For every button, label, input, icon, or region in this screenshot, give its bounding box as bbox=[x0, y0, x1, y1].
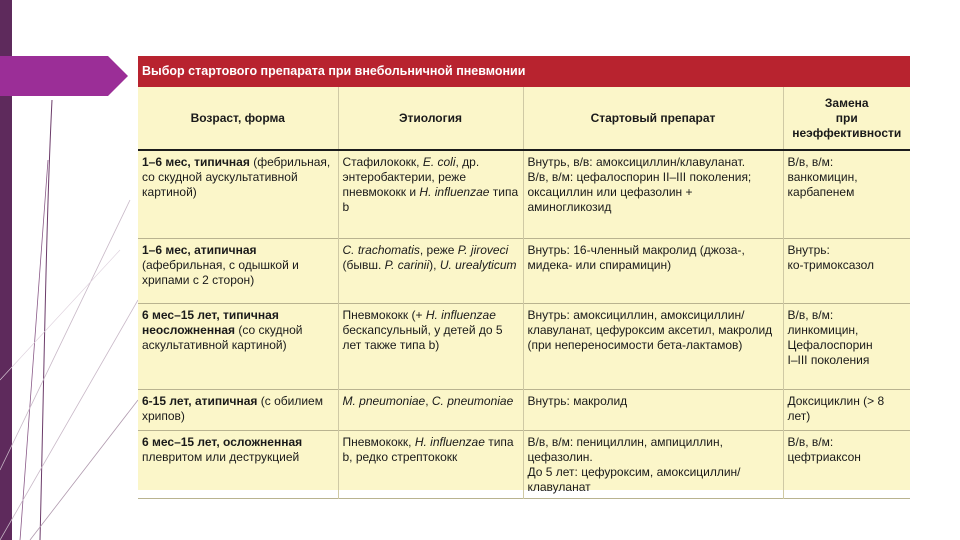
accent-arrow-tab bbox=[0, 56, 128, 96]
etiology-text: , др. энтеробактерии, реже пневмококк и bbox=[342, 155, 480, 199]
start-drug-line: В/в, в/м: пенициллин, ампициллин, цефазолин. bbox=[527, 435, 723, 464]
table-row bbox=[138, 304, 910, 390]
replacement-line: Цефалоспорин bbox=[787, 338, 873, 352]
start-drug-cell bbox=[523, 239, 783, 304]
replacement-cell: Доксициклин (> 8 лет) bbox=[787, 394, 885, 423]
start-drug-line: Внутрь: амоксициллин, амоксициллин/ bbox=[527, 308, 745, 322]
start-drug-line: Внутрь: макролид bbox=[527, 394, 628, 408]
age-form-cell bbox=[138, 431, 338, 499]
etiology-cell bbox=[338, 304, 523, 390]
header-replacement bbox=[783, 87, 910, 150]
age-form-cell bbox=[138, 390, 338, 431]
age-form-detail: (фебрильная, со скудной аускультативной картиной) bbox=[142, 155, 331, 199]
age-form-cell bbox=[138, 150, 338, 239]
header-replacement-line2: при неэффективности bbox=[792, 110, 902, 140]
etiology-organism: M. pneumoniae bbox=[342, 394, 426, 408]
table-row bbox=[138, 431, 910, 499]
etiology-text: ), bbox=[429, 258, 440, 272]
start-drug-line: мидека- или спирамицин) bbox=[527, 258, 672, 272]
table-row bbox=[138, 150, 910, 239]
table-row bbox=[138, 390, 910, 431]
replacement-cell bbox=[783, 239, 910, 304]
header-etiology: Этиология bbox=[338, 87, 523, 150]
age-form-detail: (с обилием хрипов) bbox=[142, 394, 323, 423]
start-drug-line: Внутрь, в/в: амоксициллин/клавуланат. bbox=[527, 155, 746, 169]
age-form-cell bbox=[138, 304, 338, 390]
etiology-organism: E. coli bbox=[422, 155, 456, 169]
etiology-text: бескапсульный, у детей до 5 лет также типа b) bbox=[342, 323, 503, 352]
start-drug-line: оксациллин или цефазолин + аминогликозид bbox=[527, 185, 693, 214]
replacement-line: ко-тримоксазол bbox=[787, 258, 875, 272]
etiology-cell bbox=[338, 239, 523, 304]
etiology-text: , bbox=[425, 394, 432, 408]
etiology-text: типа b, редко стрептококк bbox=[342, 435, 514, 464]
replacement-line: Внутрь: bbox=[787, 243, 830, 257]
start-drug-cell bbox=[523, 304, 783, 390]
etiology-organism: H. influenzae bbox=[414, 435, 485, 449]
pneumonia-table bbox=[138, 56, 910, 494]
etiology-organism: U. urealyticum bbox=[439, 258, 517, 272]
etiology-cell bbox=[338, 390, 523, 431]
start-drug-line: (при непереносимости бета-лактамов) bbox=[527, 338, 743, 352]
etiology-text: (бывш. bbox=[342, 258, 385, 272]
header-replacement-line1: Замена bbox=[824, 95, 869, 110]
replacement-cell bbox=[783, 304, 910, 390]
etiology-text: Стафилококк, bbox=[342, 155, 423, 169]
etiology-cell bbox=[338, 150, 523, 239]
header-start-drug: Стартовый препарат bbox=[523, 87, 783, 150]
age-form-lead: 1–6 мес, типичная bbox=[142, 155, 250, 169]
drug-selection-table bbox=[138, 87, 910, 499]
replacement-cell: В/в, в/м: цефтриаксон bbox=[787, 435, 861, 464]
age-form-lead: 6 мес–15 лет, осложненная bbox=[142, 435, 303, 449]
start-drug-cell bbox=[523, 150, 783, 239]
start-drug-line: Внутрь: 16-членный макролид (джоза-, bbox=[527, 243, 745, 257]
etiology-organism: H. influenzae bbox=[419, 185, 490, 199]
etiology-organism: C. trachomatis bbox=[342, 243, 420, 257]
etiology-organism: H. influenzae bbox=[425, 308, 496, 322]
age-form-detail: плевритом или деструкцией bbox=[142, 450, 300, 464]
start-drug-line: В/в, в/м: цефалоспорин II–III поколения; bbox=[527, 170, 752, 184]
header-age-form: Возраст, форма bbox=[138, 87, 338, 150]
etiology-organism: P. carinii bbox=[384, 258, 430, 272]
header-row bbox=[138, 87, 910, 150]
replacement-cell: В/в, в/м: ванкомицин, карбапенем bbox=[787, 155, 858, 199]
start-drug-cell bbox=[523, 390, 783, 431]
age-form-lead: 6 мес–15 лет, типичная неосложненная bbox=[142, 308, 279, 337]
etiology-organism: P. jiroveci bbox=[457, 243, 509, 257]
etiology-text: , реже bbox=[419, 243, 458, 257]
start-drug-cell bbox=[523, 431, 783, 499]
replacement-line: В/в, в/м: линкомицин, bbox=[787, 308, 859, 337]
etiology-cell bbox=[338, 431, 523, 499]
age-form-cell bbox=[138, 239, 338, 304]
age-form-detail: (афебрильная, с одышкой и хрипами с 2 сторон) bbox=[142, 258, 299, 287]
etiology-text: типа b bbox=[342, 185, 519, 214]
age-form-detail: (со скудной аскультативной картиной) bbox=[142, 323, 303, 352]
table-row bbox=[138, 239, 910, 304]
age-form-lead: 1–6 мес, атипичная bbox=[142, 243, 257, 257]
etiology-organism: C. pneumoniae bbox=[431, 394, 514, 408]
start-drug-line: клавуланат, цефуроксим аксетил, макролид bbox=[527, 323, 773, 337]
age-form-lead: 6-15 лет, атипичная bbox=[142, 394, 258, 408]
start-drug-line: До 5 лет: цефуроксим, амоксициллин/клавуланат bbox=[527, 465, 741, 494]
replacement-line: I–III поколения bbox=[787, 353, 870, 367]
table-title: Выбор стартового препарата при внебольничной пневмонии bbox=[138, 56, 910, 87]
etiology-text: Пневмококк, bbox=[342, 435, 415, 449]
etiology-text: Пневмококк (+ bbox=[342, 308, 426, 322]
